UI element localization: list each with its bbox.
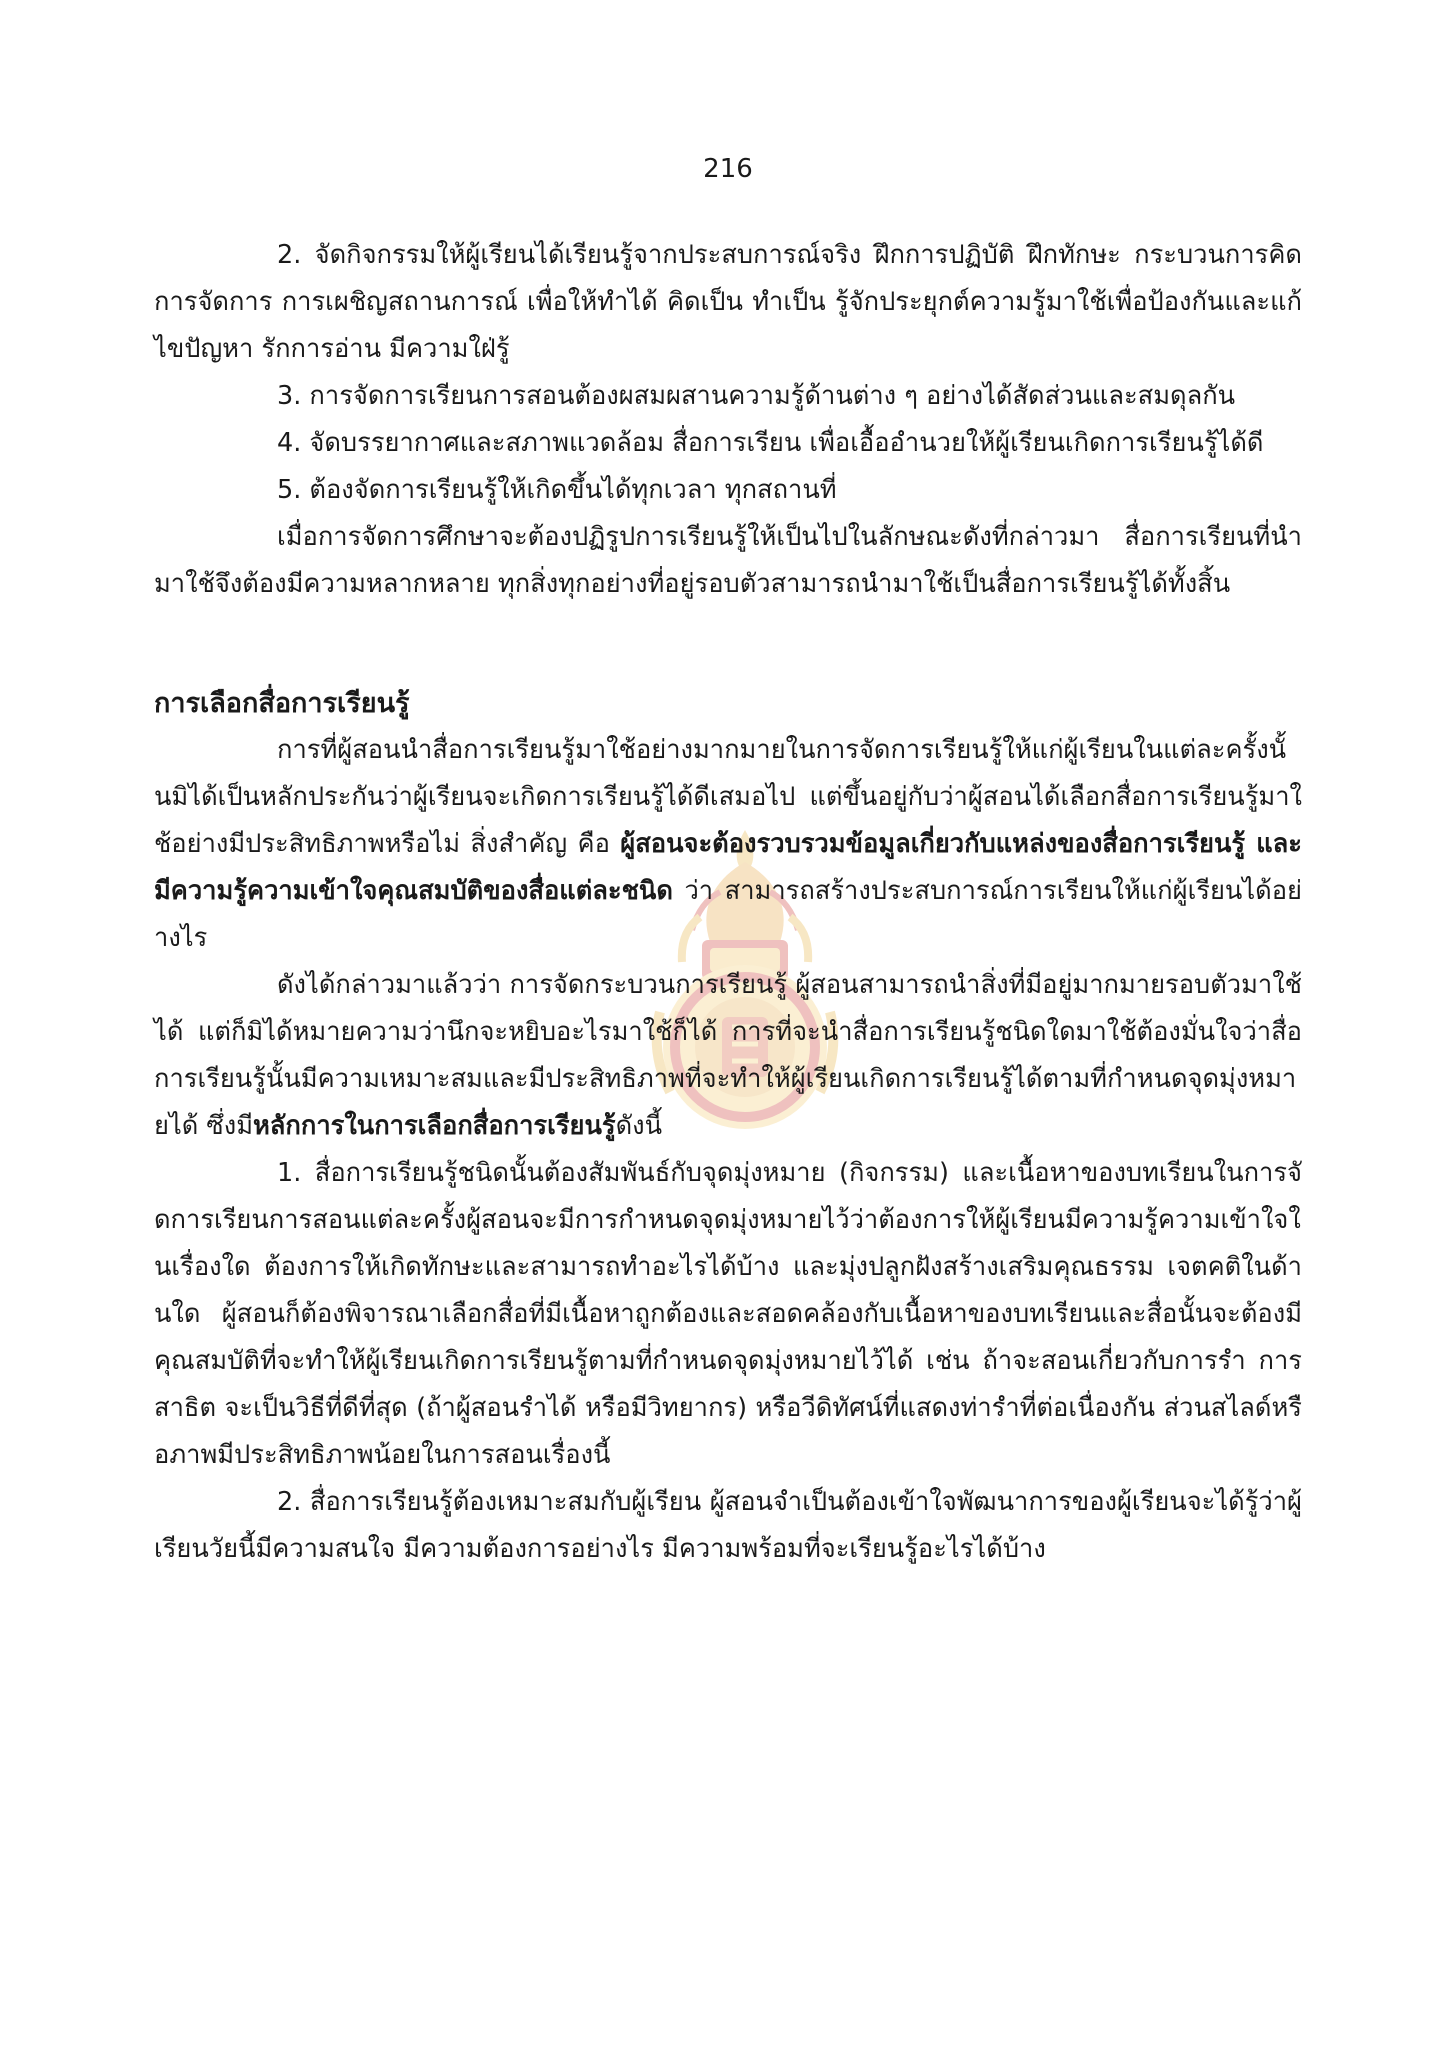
paragraph: 3. การจัดการเรียนการสอนต้องผสมผสานความรู้ด้านต่าง ๆ อย่างได้สัดส่วนและสมดุลกัน (277, 381, 1236, 411)
paragraph-text: ดังได้กล่าวมาแล้วว่า การจัดกระบวนการเรียนรู้ ผู้สอนสามารถนำสิ่งที่มีอยู่มากมายรอบตัวมาใช้ได้ แต่ก็มิได้หมายความว่านึกจะหยิบอะไรมาใช้ก็ได้ การที่จะนำสื่อการเรียนรู้ชนิดใดมาใช้ต้องมั่นใจว่าสื่อการเรียนรู้นั้นมีความเหมาะสมและมีประสิทธิภาพที่จะทำให้ผู้เรียนเกิดการเรียนรู้ได้ตามที่กำหนดจุดมุ่งหมายได้ ซึ่งมี (154, 970, 1302, 1141)
emphasis-text: ผู้สอนจะต้องรวบรวมข้อมูลเกี่ยวกับแหล่งของสื่อการเรียนรู้ และมีความรู้ความเข้าใจคุณสมบัติของสื่อแต่ละชนิด (154, 829, 1302, 906)
paragraph-text: ว่า สามารถสร้างประสบการณ์การเรียนให้แก่ผู้เรียนได้อย่างไร (154, 876, 1302, 953)
paragraph: เมื่อการจัดการศึกษาจะต้องปฏิรูปการเรียนรู้ให้เป็นไปในลักษณะดังที่กล่าวมา สื่อการเรียนที่นำมาใช้จึงต้องมีความหลากหลาย ทุกสิ่งทุกอย่างที่อยู่รอบตัวสามารถนำมาใช้เป็นสื่อการเรียนรู้ได้ทั้งสิ้น (154, 522, 1302, 599)
paragraph: 4. จัดบรรยากาศและสภาพแวดล้อม สื่อการเรียน เพื่อเอื้ออำนวยให้ผู้เรียนเกิดการเรียนรู้ได้ดี (277, 428, 1264, 458)
document-body (154, 232, 1302, 1573)
paragraph: 2. จัดกิจกรรมให้ผู้เรียนได้เรียนรู้จากประสบการณ์จริง ฝึกการปฏิบัติ ฝึกทักษะ กระบวนการคิด การจัดการ การเผชิญสถานการณ์ เพื่อให้ทำได้ คิดเป็น ทำเป็น รู้จักประยุกต์ความรู้มาใช้เพื่อป้องกันและแก้ไขปัญหา รักการอ่าน มีความใฝ่รู้ (154, 240, 1302, 364)
paragraph-text: การที่ผู้สอนนำสื่อการเรียนรู้มาใช้อย่างมากมายในการจัดการเรียนรู้ให้แก่ผู้เรียนในแต่ละครั้งนั้นมิได้เป็นหลักประกันว่าผู้เรียนจะเกิดการเรียนรู้ได้ดีเสมอไป แต่ขึ้นอยู่กับว่าผู้สอนได้เลือกสื่อการเรียนรู้มาใช้อย่างมีประสิทธิภาพหรือไม่ สิ่งสำคัญ คือ (154, 735, 1302, 859)
emphasis-text: หลักการในการเลือกสื่อการเรียนรู้ (253, 1111, 616, 1141)
paragraph (154, 962, 1302, 1150)
paragraph-text: ดังนี้ (615, 1111, 663, 1141)
section-heading: การเลือกสื่อการเรียนรู้ (154, 688, 410, 719)
paragraph (154, 727, 1302, 962)
paragraph: 5. ต้องจัดการเรียนรู้ให้เกิดขึ้นได้ทุกเวลา ทุกสถานที่ (277, 475, 837, 505)
paragraph: 1. สื่อการเรียนรู้ชนิดนั้นต้องสัมพันธ์กับจุดมุ่งหมาย (กิจกรรม) และเนื้อหาของบทเรียนในการจัดการเรียนการสอนแต่ละครั้งผู้สอนจะมีการกำหนดจุดมุ่งหมายไว้ว่าต้องการให้ผู้เรียนมีความรู้ความเข้าใจในเรื่องใด ต้องการให้เกิดทักษะและสามารถทำอะไรได้บ้าง และมุ่งปลูกฝังสร้างเสริมคุณธรรม เจตคติในด้านใด ผู้สอนก็ต้องพิจารณาเลือกสื่อที่มีเนื้อหาถูกต้องและสอดคล้องกับเนื้อหาของบทเรียนและสื่อนั้นจะต้องมีคุณสมบัติที่จะทำให้ผู้เรียนเกิดการเรียนรู้ตามที่กำหนดจุดมุ่งหมายไว้ได้ เช่น ถ้าจะสอนเกี่ยวกับการรำ การสาธิต จะเป็นวิธีที่ดีที่สุด (ถ้าผู้สอนรำได้ หรือมีวิทยากร) หรือวีดิทัศน์ที่แสดงท่ารำที่ต่อเนื่องกัน ส่วนสไลด์หรือภาพมีประสิทธิภาพน้อยในการสอนเรื่องนี้ (154, 1158, 1302, 1470)
page-number: 216 (703, 154, 753, 184)
paragraph: 2. สื่อการเรียนรู้ต้องเหมาะสมกับผู้เรียน ผู้สอนจำเป็นต้องเข้าใจพัฒนาการของผู้เรียนจะได้รู้ว่าผู้เรียนวัยนี้มีความสนใจ มีความต้องการอย่างไร มีความพร้อมที่จะเรียนรู้อะไรได้บ้าง (154, 1487, 1302, 1564)
